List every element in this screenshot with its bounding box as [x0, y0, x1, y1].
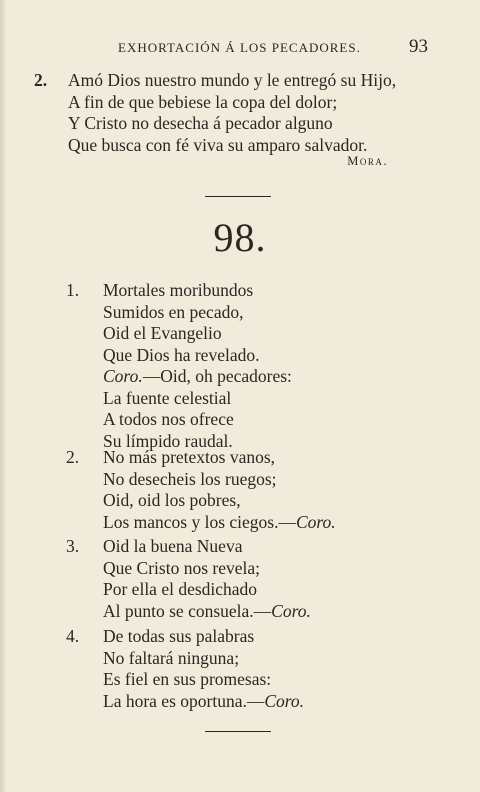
- stanza-number: 1.: [66, 280, 80, 300]
- verse-line: Oid la buena Nueva: [103, 536, 243, 556]
- verse-text: La hora es oportuna.—: [103, 690, 265, 711]
- running-header: [118, 36, 428, 57]
- stanza-number: 2.: [34, 70, 48, 90]
- verse-line: Es fiel en sus promesas:: [103, 669, 272, 689]
- page-binding-edge: [0, 0, 6, 792]
- end-divider: [205, 731, 271, 732]
- verse-line: De todas sus palabras: [103, 626, 255, 646]
- chorus-cue: Coro.: [295, 511, 336, 532]
- verse-line: Que busca con fé viva su amparo salvador.: [68, 134, 368, 155]
- verse-line: Que Dios ha revelado.: [103, 344, 260, 365]
- verse-line: [66, 691, 446, 713]
- chorus-line: [66, 366, 446, 388]
- verse-text: Al punto se consuela.—: [103, 600, 272, 621]
- chorus-line: La fuente celestial: [103, 387, 232, 408]
- stanza-number: 2.: [66, 447, 80, 467]
- previous-hymn-stanza: [34, 70, 454, 156]
- running-title: EXHORTACIÓN Á LOS PECADORES.: [118, 40, 361, 55]
- stanza-1: [66, 280, 446, 452]
- verse-text: Los mancos y los ciegos.—: [103, 511, 296, 532]
- hymn-number: 98.: [213, 215, 267, 260]
- author-attribution: Mora.: [347, 154, 388, 168]
- verse-line: [66, 601, 446, 623]
- stanza-4: [66, 626, 446, 712]
- verse-line: Por ella el desdichado: [103, 579, 258, 599]
- stanza-2: [66, 447, 446, 533]
- verse-line: Sumidos en pecado,: [103, 301, 244, 322]
- chorus-text: —Oid, oh pecadores:: [142, 366, 292, 386]
- verse-line: A fin de que bebiese la copa del dolor;: [68, 91, 338, 112]
- verse-line: Y Cristo no desecha á pecador alguno: [68, 113, 333, 133]
- verse-line: Oid el Evangelio: [103, 323, 222, 343]
- verse-line: [66, 512, 446, 534]
- stanza-number: 4.: [66, 626, 80, 646]
- verse-line: No más pretextos vanos,: [103, 447, 276, 467]
- verse-line: Que Cristo nos revela;: [103, 557, 260, 578]
- chorus-label: Coro.: [103, 366, 143, 386]
- chorus-line: Su límpido raudal.: [103, 430, 233, 451]
- verse-line: No faltará ninguna;: [103, 647, 240, 668]
- section-divider: [205, 196, 271, 197]
- stanza-number: 3.: [66, 536, 80, 556]
- stanza-3: [66, 536, 446, 622]
- page-number: 93: [409, 36, 428, 57]
- verse-line: Amó Dios nuestro mundo y le entregó su Hijo,: [68, 70, 397, 90]
- verse-line: Mortales moribundos: [103, 280, 254, 300]
- verse-line: Oid, oid los pobres,: [103, 490, 241, 510]
- chorus-cue: Coro.: [264, 690, 305, 711]
- chorus-line: A todos nos ofrece: [103, 409, 234, 429]
- chorus-cue: Coro.: [271, 600, 311, 621]
- verse-line: No desecheis los ruegos;: [103, 468, 277, 489]
